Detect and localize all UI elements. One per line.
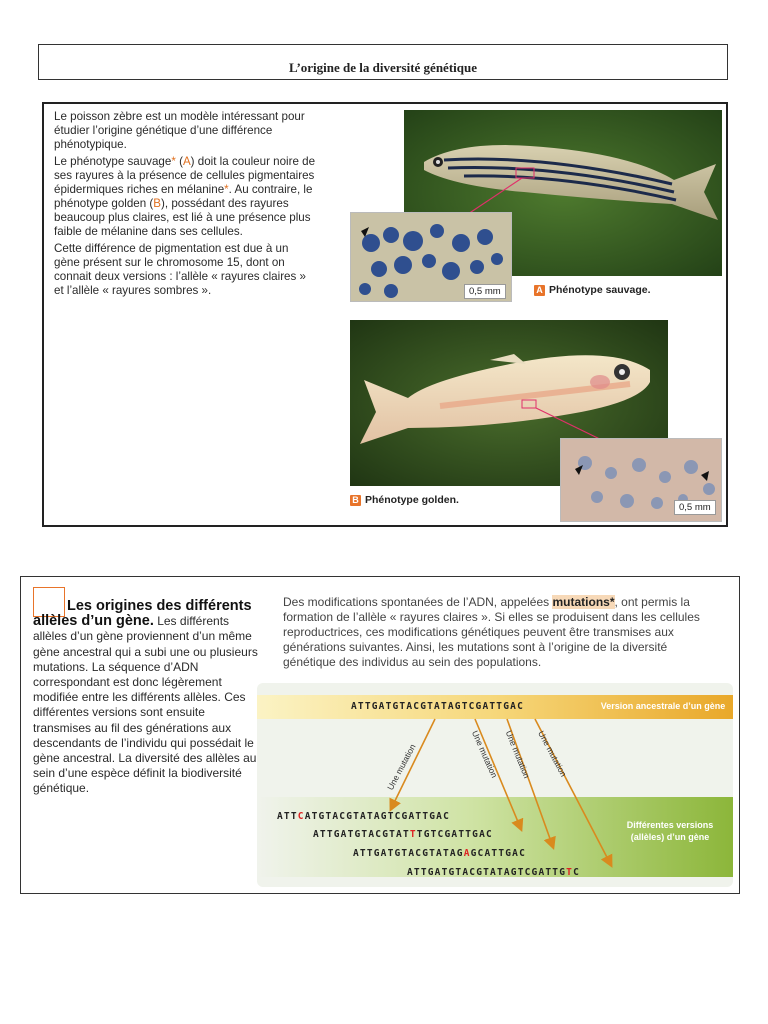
seq-part: GCATTGAC bbox=[470, 848, 526, 859]
ancestral-sequence: ATTGATGTACGTATAGTCGATTGAC bbox=[351, 701, 524, 712]
ref-letter-a: A bbox=[182, 155, 191, 168]
seq-part: ATT bbox=[277, 811, 298, 822]
intro-paragraph: Le poisson zèbre est un modèle intéressant pour étudier l’origine génétique d’une différence phénotypique. bbox=[54, 110, 305, 151]
seq-part: ATTGATGTACGTAT bbox=[313, 829, 410, 840]
page-title: L’origine de la diversité génétique bbox=[288, 60, 477, 75]
zebrafish-text bbox=[54, 110, 316, 301]
ref-letter-b: B bbox=[153, 197, 162, 210]
zebrafish-section bbox=[42, 102, 728, 527]
ancestral-label: Version ancestrale d’un gène bbox=[600, 701, 726, 711]
seq-part: C bbox=[573, 867, 580, 878]
title-box bbox=[38, 44, 728, 80]
versions-label: Différentes versions (allèles) d’un gène bbox=[626, 820, 714, 842]
mutated-base: T bbox=[409, 829, 417, 840]
text-run: , ont permis la formation de l’allèle « rayures claires ». Si elles se produisent dans les cellules reproductrices, ces modifications génétiques peuvent être transmises aux générations suivantes. Ainsi, les mutations sont à l’origine de la diversité génétique des individus au sein des populations. bbox=[283, 595, 700, 669]
alleles-section bbox=[20, 576, 740, 894]
scale-bar-a: 0,5 mm bbox=[464, 284, 506, 299]
alleles-body: Les différents allèles d’un gène proviennent d’un même gène ancestral qui a subi une ou plusieurs mutations. La séquence d’ADN correspondant est donc légèrement modifiée entre les différents allèles. Ces différentes versions sont ensuite transmises au fil des générations aux descendants de l’individu qui possédait le gène ancestral. La diversité des allèles au sein d’une espèce définit la biodiversité génétique. bbox=[33, 614, 258, 796]
mutations-highlight: mutations* bbox=[552, 595, 615, 609]
label-badge-b: B bbox=[350, 495, 361, 506]
allele-sequence-3 bbox=[353, 848, 526, 859]
mutation-label-2: Une mutation bbox=[469, 729, 500, 780]
text-run: ) doit la couleur noire de ses rayures à la présence de cellules pigmentaires épidermiques riches en mélanine bbox=[54, 155, 316, 196]
seq-part: ATTGATGTACGTATAGTCGATTG bbox=[407, 867, 567, 878]
asterisk: * bbox=[171, 155, 176, 168]
text-run: Le phénotype sauvage bbox=[54, 155, 172, 168]
gene-paragraph: Cette différence de pigmentation est due à un gène présent sur le chromosome 15, dont on connait deux versions : l’allèle « rayures claires » et l’allèle « rayures sombres ». bbox=[54, 242, 306, 297]
mutation-diagram bbox=[257, 683, 733, 887]
asterisk: * bbox=[224, 183, 229, 196]
text-run: Des modifications spontanées de l’ADN, appelées bbox=[283, 595, 553, 609]
mutated-base: T bbox=[566, 867, 574, 878]
allele-sequence-2 bbox=[313, 829, 493, 840]
phenotype-paragraph bbox=[54, 155, 316, 239]
text-run: ( bbox=[175, 155, 183, 168]
mutation-label-1: Une mutation bbox=[385, 742, 418, 792]
mutation-label-4: Une mutation bbox=[536, 729, 569, 779]
seq-part: ATTGATGTACGTATAG bbox=[353, 848, 464, 859]
label-golden bbox=[350, 494, 459, 506]
allele-sequence-1 bbox=[277, 811, 450, 822]
mutations-text bbox=[283, 595, 723, 670]
mutated-base: C bbox=[297, 811, 305, 822]
alleles-heading: Les origines des différents allèles d’un gène. bbox=[33, 598, 252, 630]
label-golden-text: Phénotype golden. bbox=[365, 494, 459, 506]
label-badge-a: A bbox=[534, 285, 545, 296]
label-wild-type bbox=[534, 284, 651, 296]
mutated-base: A bbox=[463, 848, 471, 859]
label-wild-type-text: Phénotype sauvage. bbox=[549, 284, 651, 296]
scale-bar-b: 0,5 mm bbox=[674, 500, 716, 515]
seq-part: ATGTACGTATAGTCGATTGAC bbox=[304, 811, 450, 822]
mutation-label-3: Une mutation bbox=[503, 729, 532, 780]
seq-part: TGTCGATTGAC bbox=[416, 829, 493, 840]
text-run: . Au contraire, le phénotype golden ( bbox=[54, 183, 313, 210]
text-run: ), possédant des rayures beaucoup plus claires, est lié à une présence plus faible de mélanine dans ses cellules. bbox=[54, 197, 311, 238]
alleles-text bbox=[33, 599, 261, 797]
allele-sequence-4 bbox=[407, 867, 580, 878]
